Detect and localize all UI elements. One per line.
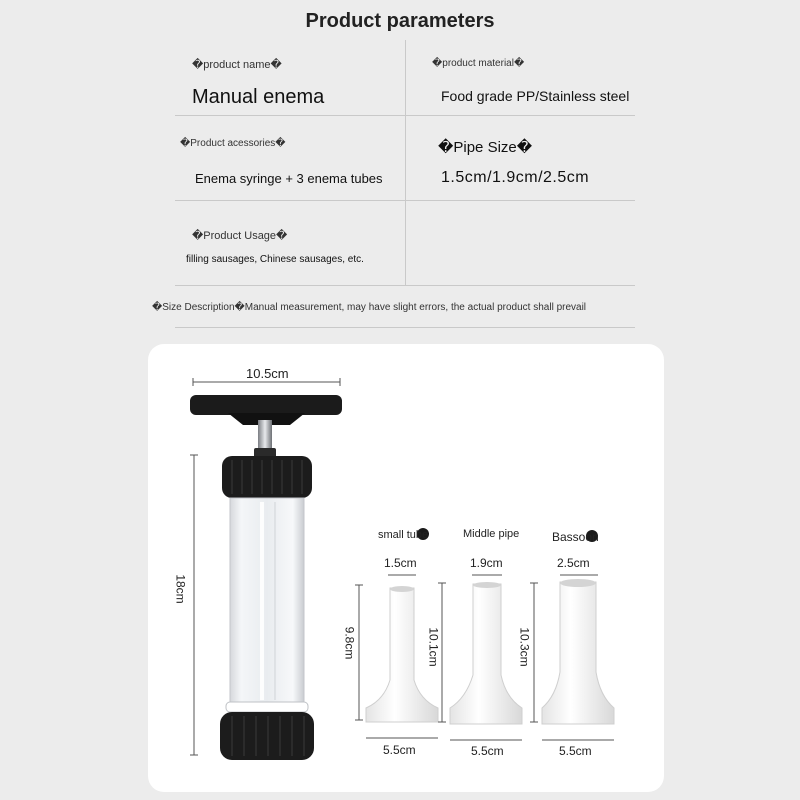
accessories-label: �Product acessories� <box>180 138 286 149</box>
pipe-size-value: 1.5cm/1.9cm/2.5cm <box>441 169 590 186</box>
material-value: Food grade PP/Stainless steel <box>441 88 630 104</box>
small-tube-base-width: 5.5cm <box>383 743 416 757</box>
page-title: Product parameters <box>305 10 495 32</box>
small-tube-top-width: 1.5cm <box>384 556 417 570</box>
enema-syringe <box>190 395 342 760</box>
product-name-label: �product name� <box>192 59 282 71</box>
middle-pipe-name: Middle pipe <box>463 528 520 540</box>
bassoon-base-width: 5.5cm <box>559 744 592 758</box>
syringe-height-dimension <box>190 455 198 755</box>
small-tube-height: 9.8cm <box>342 626 357 660</box>
bassoon-name: Bassoon <box>552 530 599 544</box>
small-tube-name: small tube <box>378 529 429 541</box>
middle-pipe-top-width: 1.9cm <box>470 556 503 570</box>
product-name-value: Manual enema <box>192 86 325 108</box>
usage-label: �Product Usage� <box>192 230 288 242</box>
bassoon-height: 10.3cm <box>517 627 532 667</box>
middle-pipe-height: 10.1cm <box>426 627 441 667</box>
syringe-width-label: 10.5cm <box>246 366 289 381</box>
pipe-size-label: �Pipe Size� <box>438 139 533 156</box>
size-description: �Size Description�Manual measurement, may have slight errors, the actual product shall prevail <box>152 302 587 313</box>
accessories-value: Enema syringe + 3 enema tubes <box>195 171 383 186</box>
middle-pipe <box>438 575 522 740</box>
middle-pipe-base-width: 5.5cm <box>471 744 504 758</box>
bassoon-top-width: 2.5cm <box>557 556 590 570</box>
material-label: �product material� <box>432 58 525 69</box>
usage-value: filling sausages, Chinese sausages, etc. <box>186 254 364 265</box>
syringe-height-label: 18cm <box>173 574 188 604</box>
